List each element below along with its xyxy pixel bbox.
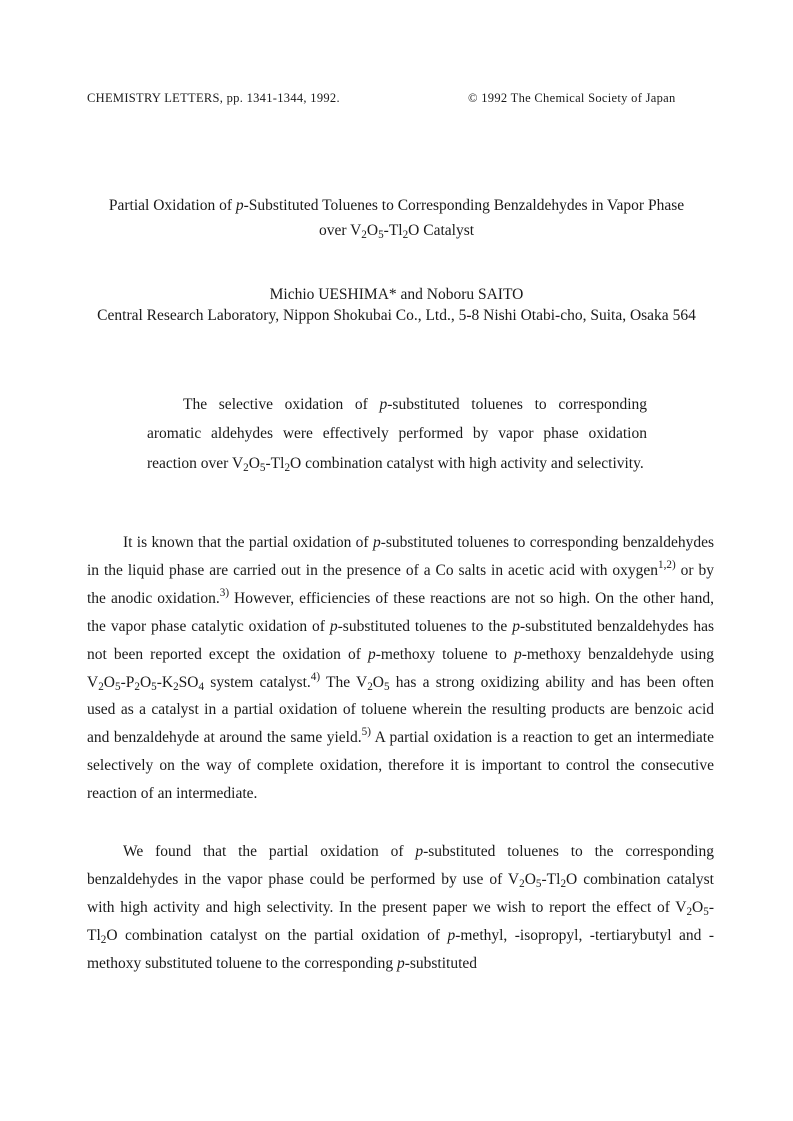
catalyst-formula: $V_2O_5-Tl_2O$ xyxy=(87,898,714,946)
abstract: The selective oxidation of p-substituted toluenes to corresponding aromatic aldehydes were effectively performed by vapor phase oxidation reaction over $V_2O_5-Tl_2O$ combination catalyst with high activity and selectivity. xyxy=(147,396,647,474)
author-list: Michio UESHIMA* and Noboru SAITO xyxy=(269,286,524,303)
journal-citation: CHEMISTRY LETTERS, pp. 1341-1344, 1992. xyxy=(87,91,340,105)
body-paragraph-1: It is known that the partial oxidation of p-substituted toluenes to corresponding benzaldehydes in the liquid phase are carried out in the presence of a Co salts in acetic acid with oxygen$^{1,2)}$ or by the anodic oxidation.$^{3)}$ However, efficiencies of these reactions are not so high. On the other hand, the vapor phase catalytic oxidation of p-substituted toluenes to the p-substituted benzaldehydes has not been reported except the oxidation of p-methoxy toluene to p-methoxy benzaldehyde using $V_2O_5-P_2O_5-K_2SO_4$ system catalyst.$^{4)}$ The $V_2O_5$ has a strong oxidizing ability and has been often used as a catalyst in a partial oxidation of toluene wherein the resulting products are benzoic acid and benzaldehyde at around the same yield.$^{5)}$ A partial oxidation is a reaction to get an intermediate selectively on the way of complete oxidation, therefore it is important to control the consecutive reaction of an intermediate. xyxy=(87,534,715,803)
reference-marker[interactable]: 1,2) xyxy=(658,558,676,571)
copyright-text: 1992 The Chemical Society of Japan xyxy=(481,91,676,105)
catalyst-formula: $V_2O_5-P_2O_5-K_2SO_4$ xyxy=(87,673,205,693)
reference-marker[interactable]: 4) xyxy=(310,670,321,683)
copyright-symbol: © xyxy=(468,91,478,105)
body-paragraph-2: We found that the partial oxidation of p-substituted toluenes to the corresponding benzaldehydes in the vapor phase could be performed by use of $V_2O_5-Tl_2O$ combination catalyst with high activity and high selectivity. In the present paper we wish to report the effect of $V_2O_5-Tl_2O$ combination catalyst on the partial oxidation of p-methyl, -isopropyl, -tertiarybutyl and -methoxy substituted toluene to the corresponding p-substituted xyxy=(87,843,715,972)
copyright-line xyxy=(468,91,676,106)
affiliation: Central Research Laboratory, Nippon Shokubai Co., Ltd., 5-8 Nishi Otabi-cho, Suita, Osaka 564 xyxy=(97,307,696,324)
reference-marker[interactable]: 3) xyxy=(219,586,230,599)
catalyst-formula: $V_2O_5-Tl_2O$ xyxy=(350,222,420,241)
paper-title: Partial Oxidation of p-Substituted Toluenes to Corresponding Benzaldehydes in Vapor Phase over $V_2O_5-Tl_2O$ Catalyst xyxy=(108,197,685,241)
reference-marker[interactable]: 5) xyxy=(361,726,371,739)
catalyst-formula: $V_2O_5$ xyxy=(356,673,390,693)
catalyst-formula: $V_2O_5-Tl_2O$ xyxy=(231,454,302,474)
catalyst-formula: $V_2O_5-Tl_2O$ xyxy=(507,870,578,890)
